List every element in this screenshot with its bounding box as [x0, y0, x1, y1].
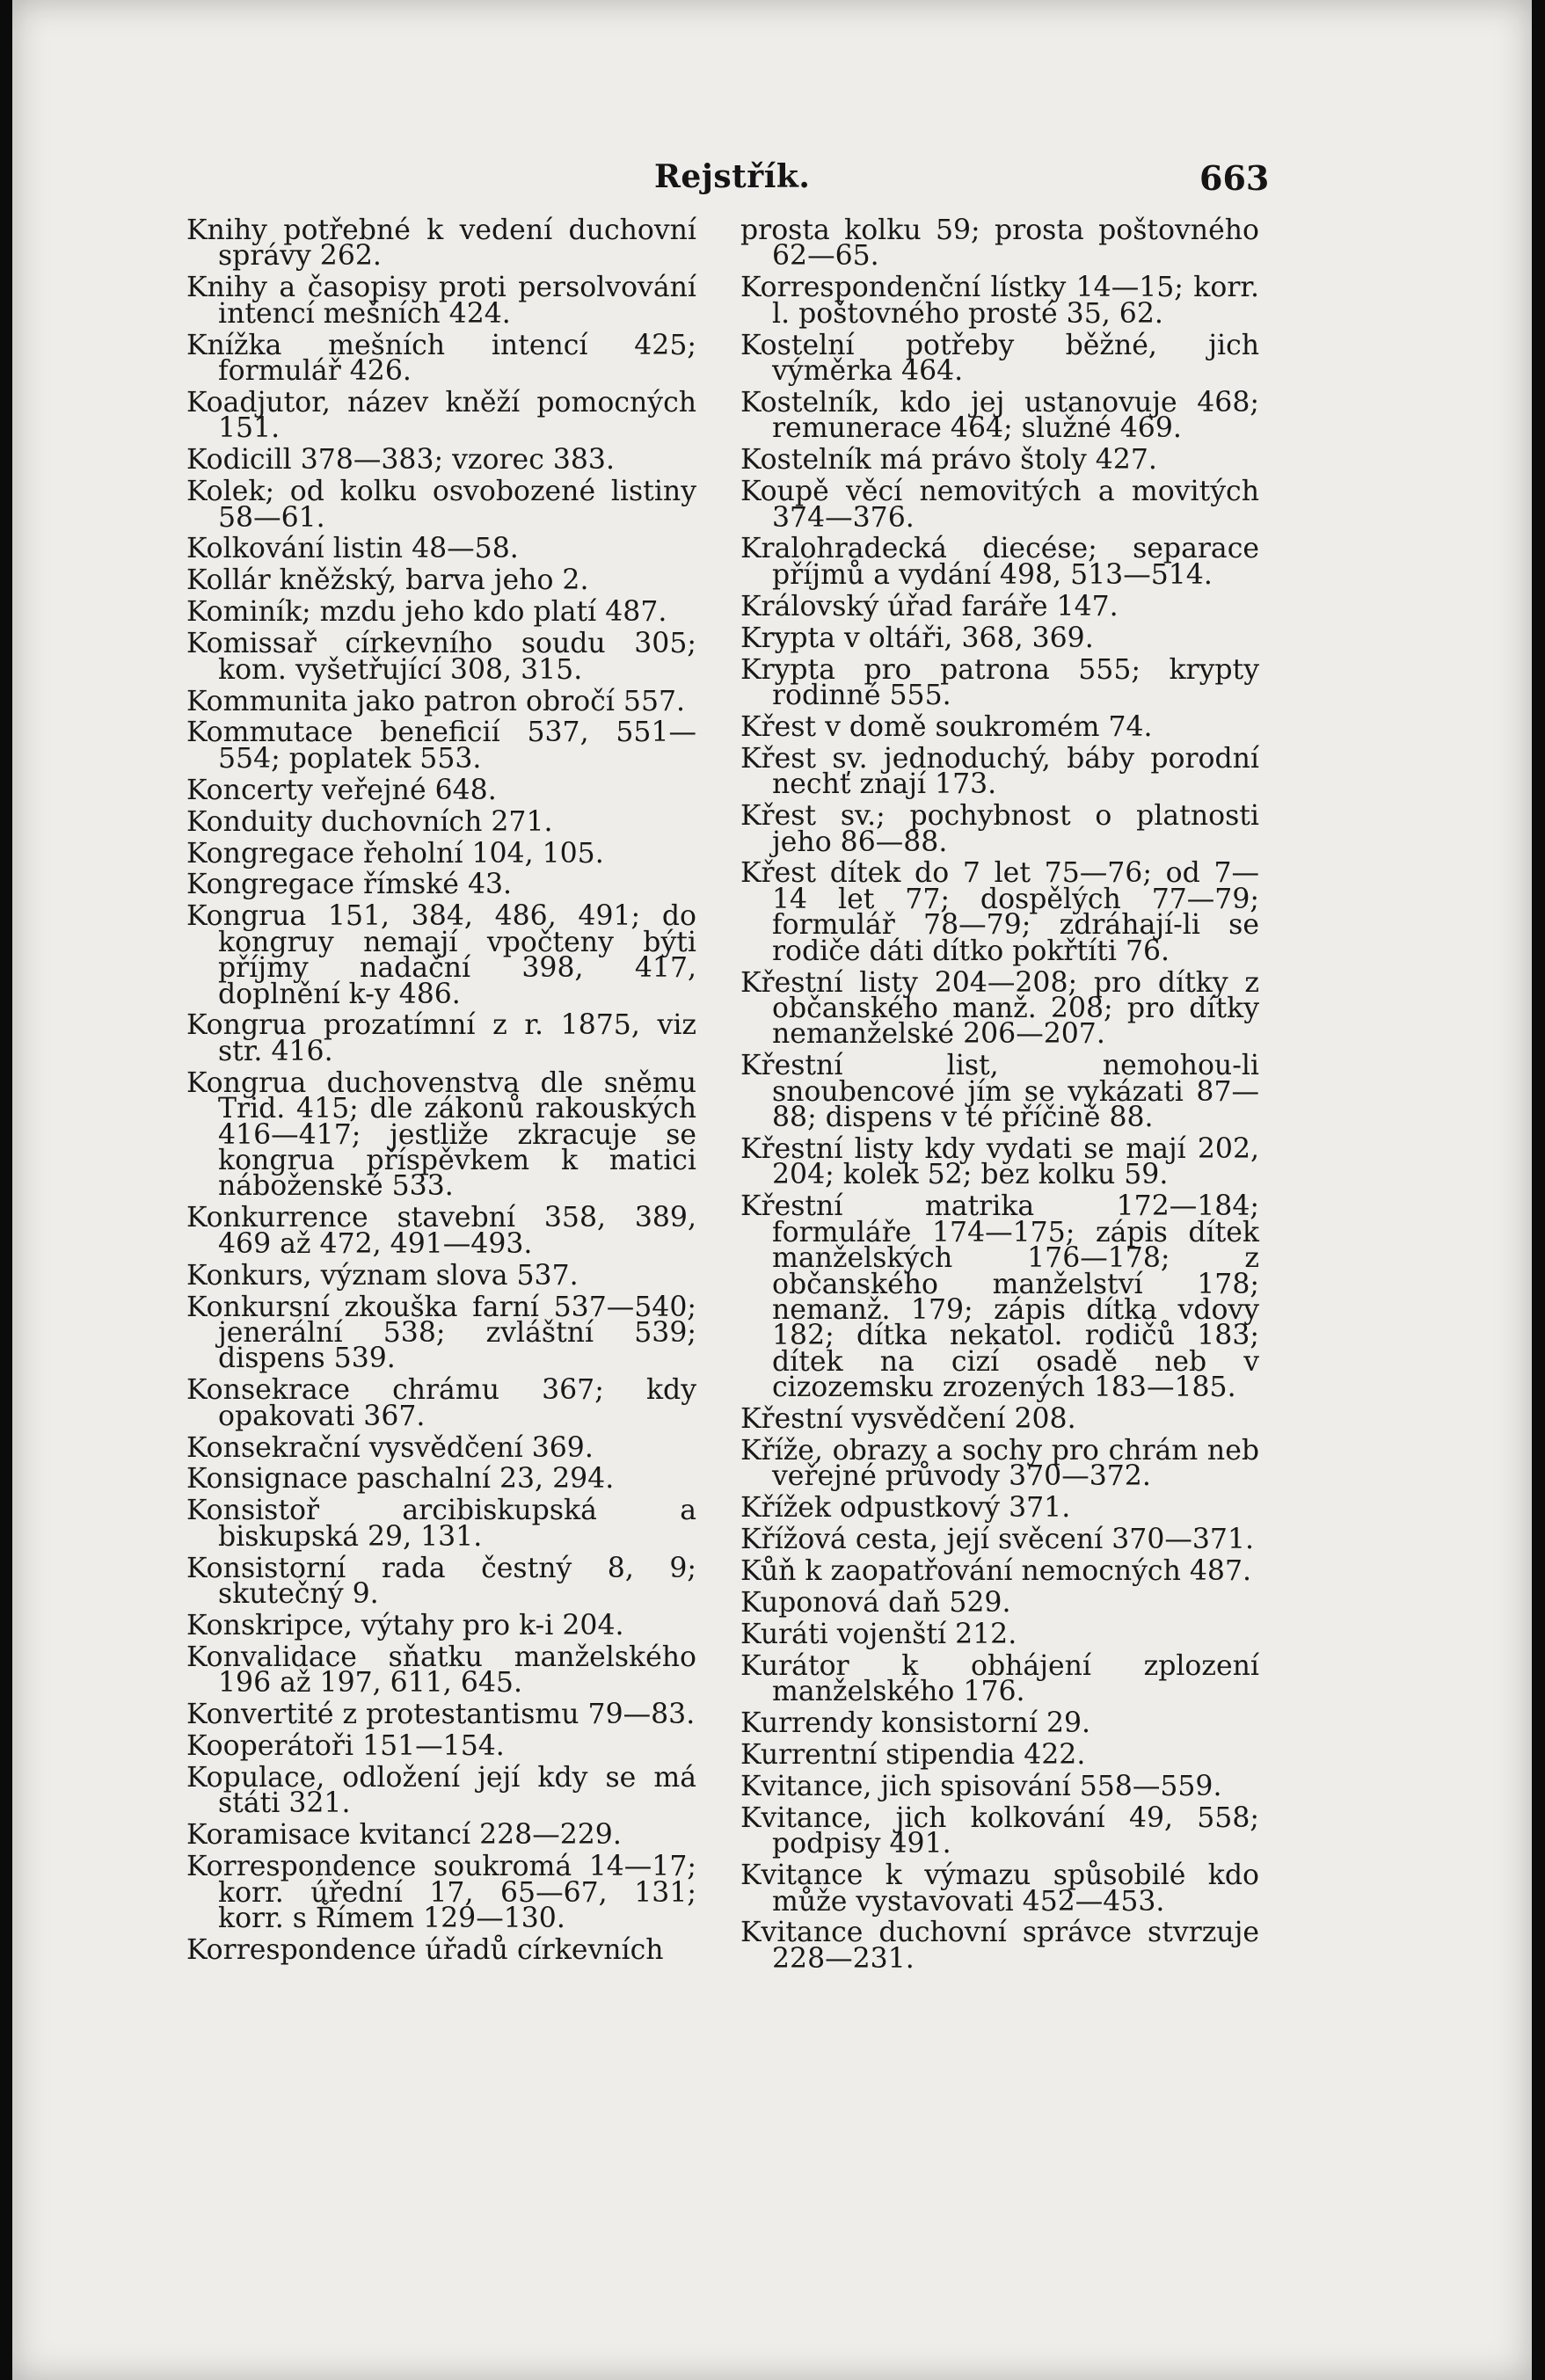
index-entry: Kurátor k obhájení zplození manželského 176. [740, 1649, 1259, 1708]
index-entry: Kopulace, odložení její kdy se má státi 321. [186, 1762, 696, 1820]
page-number: 663 [1199, 158, 1270, 198]
index-entry: Koupě věcí nemovitých a movitých 374—376. [740, 476, 1259, 534]
index-entry: Komissař církevního soudu 305; kom. vyšetřující 308, 315. [186, 628, 696, 686]
index-entry: Koramisace kvitancí 228—229. [186, 1819, 622, 1852]
index-entry: Křestní matrika 172—184; formuláře 174—175; zápis dítek manželských 176—178; z občanského manželství 178; nemanž. 179; zápis dítka vdovy 182; dítka nekatol. rodičů 183; dítek na cizí osadě neb v cizozemsku zrozených 183—185. [740, 1190, 1259, 1404]
index-entry: Konskripce, výtahy pro k-i 204. [186, 1610, 624, 1641]
index-entry: Křest sv. jednoduchý, báby porodní nechť znají 173. [740, 742, 1259, 801]
index-entry: Křest v domě soukromém 74. [740, 710, 1153, 743]
index-entry: Kolkování listin 48—58. [186, 533, 519, 565]
index-entry: Kodicill 378—383; vzorec 383. [186, 444, 615, 477]
index-entry: Konvertité z protestantismu 79—83. [186, 1699, 696, 1731]
index-entry: Knížka mešních intencí 425; formulář 426. [186, 329, 696, 388]
index-entry: Kvitance, jich spisování 558—559. [740, 1770, 1222, 1802]
index-entry: Konsignace paschalní 23, 294. [186, 1463, 615, 1496]
index-entry: Kongrua duchovenstva dle sněmu Trid. 415; dle zákonů rakouských 416—417; jestliže zkracuje se kongrua příspěvkem k matici náboženské 533. [186, 1066, 696, 1203]
index-entry: Kůň k zaopatřování nemocných 487. [740, 1555, 1252, 1588]
index-entry: Kongrua prozatímní z r. 1875, viz str. 416. [186, 1009, 696, 1067]
index-entry: Křest sv.; pochybnost o platnosti jeho 86—88. [740, 800, 1259, 858]
index-entry: Korrespondence úřadů církevních [186, 1933, 664, 1966]
index-entry: Konduity duchovních 271. [186, 805, 553, 838]
index-entry: Konsistoř arcibiskupská a biskupská 29, 131. [186, 1495, 696, 1553]
index-entry: Křestní listy kdy vydati se mají 202, 204; kolek 52; bez kolku 59. [740, 1133, 1259, 1191]
index-entry: Kuponová daň 529. [740, 1587, 1011, 1619]
index-column-right [740, 215, 1259, 1978]
index-entry: Křížek odpustkový 371. [740, 1492, 1071, 1525]
index-entry: Konvalidace sňatku manželského 196 až 197, 611, 645. [186, 1641, 696, 1699]
index-entry: Kralohradecká diecése; separace příjmů a vydání 498, 513—514. [740, 533, 1259, 591]
index-entry: Korrespondence soukromá 14—17; korr. úřední 17, 65—67, 131; korr. s Římem 129—130. [186, 1851, 696, 1935]
index-entry: Křížová cesta, její svěcení 370—371. [740, 1524, 1255, 1556]
index-entry: Korrespondenční lístky 14—15; korr. l. poštovného prosté 35, 62. [740, 272, 1259, 330]
index-entry: Kolek; od kolku osvobozené listiny 58—61. [186, 476, 696, 534]
index-entry: Křestní listy 204—208; pro dítky z občanského manž. 208; pro dítky nemanželské 206—207. [740, 966, 1259, 1051]
index-entry: Kommutace beneficií 537, 551—554; poplatek 553. [186, 717, 696, 775]
index-entry: Krypta v oltáři, 368, 369. [740, 622, 1094, 654]
index-entry: Kongrua 151, 384, 486, 491; do kongruy nemají vpočteny býti příjmy nadační 398, 417, doplnění k-y 486. [186, 900, 696, 1010]
index-entry: Kominík; mzdu jeho kdo platí 487. [186, 596, 667, 629]
index-entry: Kongregace řeholní 104, 105. [186, 837, 604, 870]
index-entry: Konkurrence stavební 358, 389, 469 až 472, 491—493. [186, 1202, 696, 1260]
index-entry: Kostelník má právo štoly 427. [740, 444, 1157, 477]
index-entry: Kvitance k výmazu spůsobilé kdo může vystavovati 452—453. [740, 1860, 1259, 1918]
index-entry: Křestní vysvědčení 208. [740, 1403, 1076, 1436]
index-entry: Kommunita jako patron obročí 557. [186, 685, 686, 717]
index-column-left [186, 215, 696, 1969]
index-entry: Kostelník, kdo jej ustanovuje 468; remunerace 464; služné 469. [740, 386, 1259, 445]
index-entry: Kříže, obrazy a sochy pro chrám neb veřejné průvody 370—372. [740, 1434, 1259, 1493]
index-entry: Kvitance, jich kolkování 49, 558; podpisy 491. [740, 1801, 1259, 1860]
index-entry: Koncerty veřejné 648. [186, 774, 497, 806]
index-entry: Kooperátoři 151—154. [186, 1730, 505, 1763]
index-entry: Konsekrace chrámu 367; kdy opakovati 367. [186, 1374, 696, 1432]
index-entry: Kurrendy konsistorní 29. [740, 1707, 1091, 1740]
index-entry: Kuráti vojenští 212. [740, 1618, 1017, 1650]
page-header [12, 158, 1532, 202]
index-entry: Krypta pro patrona 555; krypty rodinné 555. [740, 653, 1259, 711]
index-entry: Knihy a časopisy proti persolvování intencí mešních 424. [186, 272, 696, 330]
index-entry: Koadjutor, název kněží pomocných 151. [186, 386, 696, 445]
index-entry: Konkursní zkouška farní 537—540; jenerální 538; zvláštní 539; dispens 539. [186, 1291, 696, 1375]
index-entry: Knihy potřebné k vedení duchovní správy 262. [186, 215, 696, 273]
index-entry: Konsekrační vysvědčení 369. [186, 1431, 594, 1464]
index-entry: Kostelní potřeby běžné, jich výměrka 464. [740, 329, 1259, 388]
index-entry: Královský úřad faráře 147. [740, 590, 1119, 622]
index-entry: Křest dítek do 7 let 75—76; od 7—14 let 77; dospělých 77—79; formulář 78—79; zdráhají-li se rodiče dáti dítko pokřtíti 76. [740, 857, 1259, 967]
book-page [12, 0, 1532, 2380]
index-entry: Kongregace římské 43. [186, 869, 513, 901]
index-entry: prosta kolku 59; prosta poštovného 62—65. [740, 215, 1259, 273]
index-entry: Kollár kněžský, barva jeho 2. [186, 564, 589, 597]
index-entry: Konsistorní rada čestný 8, 9; skutečný 9. [186, 1552, 696, 1611]
index-entry: Konkurs, význam slova 537. [186, 1259, 579, 1292]
index-entry: Křestní list, nemohou-li snoubencové jím se vykázati 87—88; dispens v té příčině 88. [740, 1050, 1259, 1134]
running-title: Rejstřík. [654, 158, 811, 195]
index-entry: Kurrentní stipendia 422. [740, 1739, 1086, 1772]
index-entry: Kvitance duchovní správce stvrzuje 228—231. [740, 1917, 1259, 1975]
